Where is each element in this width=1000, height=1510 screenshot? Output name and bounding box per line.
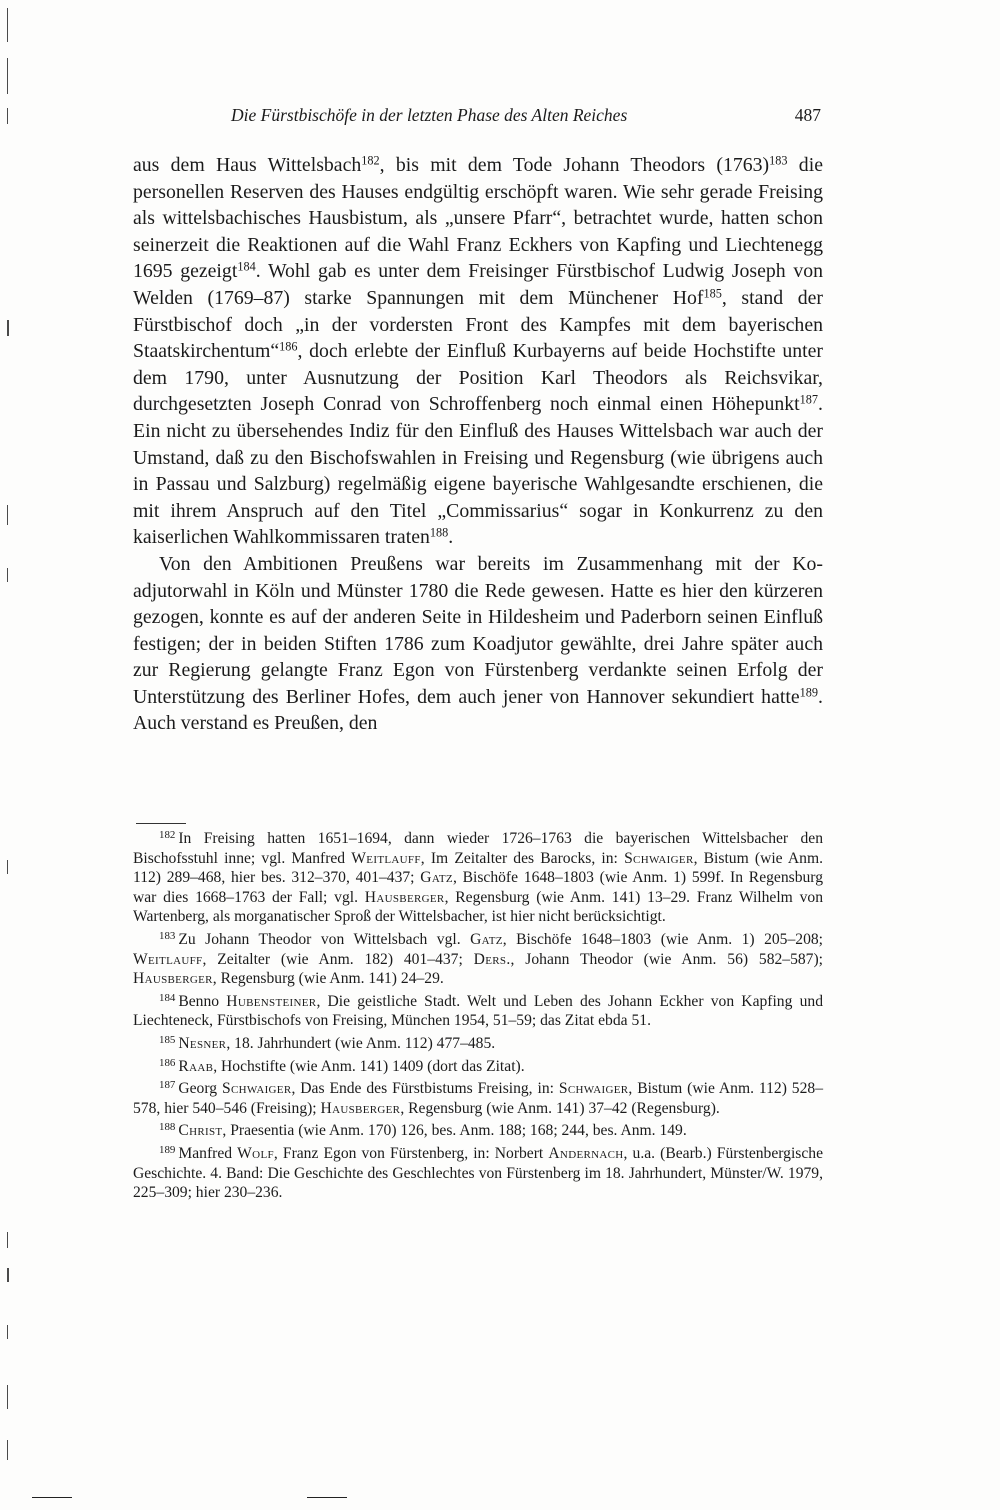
footnote-text: , 18. Jahrhundert (wie Anm. 112) 477–485. [226,1034,496,1052]
footnote-text: In Freising hatten 1651–1694, dann wieder 1726–1763 die bayerischen Wittelsbacher den Bischofsstuhl inne; vgl. Manfred [133,830,823,867]
footnote-ref[interactable]: 185 [703,286,722,301]
footnote-185 [133,1034,823,1054]
text-run: die personellen Reserven des Hauses endgültig erschöpft waren. Wie sehr gerade Freising als wittelsbachisches Hausbistum, als „unsere Pfarr“, betrachtet wurde, hatten schon seinerzeit die Reaktionen auf die Wahl Franz Eckhers von Kapfing und Liechtenegg 1695 gezeigt [133,154,823,283]
footnote-ref[interactable]: 183 [769,153,788,168]
scan-mark [7,860,8,874]
footnote-188 [133,1121,823,1141]
footnote-text: , Bistum (wie Anm. 112) 528–578, hier 540–546 (Freising); [133,1080,823,1117]
footnote-text: , Bischöfe 1648–1803 (wie Anm. 1) 205–208; [502,930,823,948]
footnote-text: , u.a. (Bearb.) Fürstenbergische Geschichte. 4. Band: Die Geschichte des Geschlechtes von Fürstenberg im 18. Jahrhundert, Münster/W. 1979, 225–309; hier 230–236. [133,1144,824,1202]
author-name: Raab [178,1057,214,1075]
text-run: aus dem Haus Wittelsbach [133,154,362,176]
footnote-text: , Praesentia (wie Anm. 170) 126, bes. Anm. 188; 168; 244, bes. Anm. 149. [222,1122,687,1140]
scan-mark [7,1325,8,1339]
footnote-text: , Die geistliche Stadt. Welt und Leben des Johann Eckher von Kapfing und Liechteneck, Fürstbischofs von Freising, München 1954, 51–59; das Zitat ebda 51. [133,992,823,1030]
footnote-text: , Bischöfe 1648–1803 (wie Anm. 1) 599f. In Regensburg war dies 1668–1763 der Fall; vgl. [133,869,824,906]
footnote-number: 182 [159,829,176,842]
author-name: Wolf [237,1144,274,1162]
scan-mark [7,1440,8,1460]
text-run: . Auch verstand es Preußen, den [133,685,823,735]
paragraph [133,152,823,551]
scan-mark [7,1232,8,1248]
scan-mark [7,1268,9,1282]
footnote-184 [133,992,823,1031]
text-run: . [448,526,454,549]
footnote-number: 187 [159,1079,176,1092]
footnote-ref[interactable]: 182 [361,153,380,168]
scan-mark [7,320,9,336]
footnote-text: Georg [178,1080,222,1098]
author-name: Nesner [178,1034,227,1052]
footnote-text: Zu Johann Theodor von Wittelsbach vgl. [178,930,471,948]
footnote-text: , Franz Egon von Fürstenberg, in: Norbert [273,1144,549,1162]
scan-mark [7,58,8,94]
footnote-189 [133,1144,823,1203]
footnote-ref[interactable]: 186 [279,339,298,354]
footnote-182 [133,829,823,927]
author-name: Schwaiger [221,1080,292,1098]
author-name: Gatz [470,930,503,948]
footnote-text: , Johann Theodor (wie Anm. 56) 582–587); [510,950,823,968]
footnote-text: Manfred [178,1144,238,1162]
text-run: , doch erlebte der Einfluß Kurbayerns auf beide Hochstifte unter dem 1790, unter Ausnutzung der Position Karl Theodors als Reichsvikar, durchgesetzten Joseph Conrad von Schroffenberg noch einmal einen Höhepunkt [133,340,823,416]
page-number: 487 [794,105,821,125]
main-text [133,152,823,737]
text-run: , bis mit dem Tode Johann Theodors (1763) [379,154,770,176]
footnote-text: , Regensburg (wie Anm. 141) 13–29. Franz Wilhelm von Wartenberg, als morganatischer Sproß der Wittelsbacher, ist hier nicht berücksichtigt. [133,888,823,926]
footnote-text: , Hochstifte (wie Anm. 141) 1409 (dort das Zitat). [213,1057,525,1075]
author-name: Gatz [420,869,453,887]
author-name: Hausberger [133,970,213,988]
running-title: Die Fürstbischöfe in der letzten Phase des Alten Reiches [231,105,628,125]
scan-edge-line [307,1497,347,1498]
scan-mark [7,8,8,42]
footnote-number: 186 [159,1056,176,1069]
footnote-text: , Regensburg (wie Anm. 141) 24–29. [212,970,444,988]
footnote-text: , Bistum (wie Anm. 112) 289–468, hier bes. 312–370, 401–437; [133,849,823,887]
text-run: . Ein nicht zu übersehendes Indiz für den Einfluß des Hauses Wittelsbach war auch der Umstand, daß zu den Bischofswahlen in Freising und Regensburg (wie übrigens auch in Passau und Salzburg) regelmäßig eigene bayerische Wahlgesandte erschienen, die mit ihrem Anspruch auf den Titel „Commissarius“ sogar in Konkurrenz zu den kaiserlichen Wahlkommissaren traten [133,393,823,549]
footnote-text: Benno [178,992,227,1010]
paragraph [133,551,823,737]
scan-mark [7,108,8,124]
text-run: , stand der Fürstbischof doch „in der vordersten Front des Kampfes mit dem bayerischen Staatskirchentum“ [133,286,823,363]
footnotes [133,829,823,1206]
text-run: . Wohl gab es unter dem Freisinger Fürstbischof Ludwig Joseph von Welden (1769–87) starke Spannungen mit dem Münchener Hof [133,260,823,309]
footnote-ref[interactable]: 187 [799,392,819,407]
footnote-number: 183 [159,930,176,943]
footnote-number: 184 [159,991,176,1004]
author-name: Hausberger [364,888,445,906]
author-name: Weitlauff [133,950,203,968]
footnote-text: , Zeitalter (wie Anm. 182) 401–437; [202,950,474,968]
author-name: Schwaiger [558,1080,629,1098]
scan-mark [7,1385,8,1409]
footnote-187 [133,1079,823,1118]
footnote-text: , Regensburg (wie Anm. 141) 37–42 (Regensburg). [400,1099,720,1117]
footnote-183 [133,930,823,989]
footnote-number: 189 [159,1144,176,1156]
footnote-rule [136,823,186,824]
author-name: Hausberger [320,1099,401,1117]
text-run: Von den Ambitionen Preußens war bereits im Zusammenhang mit der Koadjutorwahl in Köln und Münster 1780 die Rede gewesen. Hatte es hier den kürzeren gezogen, konnte es auf der anderen Seite in Hildesheim und Paderborn seinen Einfluß festigen; der in beiden Stiften 1786 zum Koadjutor gewählte, drei Jahre später auch zur Regierung gelangte Franz Egon von Fürstenberg verdankte seinen Erfolg der Unterstützung des Berliner Hofes, dem auch jener von Hannover sekundiert hatte [133,552,823,708]
footnote-number: 185 [159,1034,176,1047]
author-name: Ders. [473,950,511,968]
author-name: Hubensteiner [226,992,317,1010]
scan-mark [7,568,8,582]
author-name: Weitlauff [351,849,421,867]
author-name: Schwaiger [624,849,694,867]
running-header [143,100,823,130]
footnote-ref[interactable]: 188 [429,525,449,540]
author-name: Andernach [548,1144,624,1162]
scan-mark [7,505,8,525]
scan-edge-line [32,1497,72,1498]
footnote-text: , Das Ende des Fürstbistums Freising, in: [291,1080,559,1098]
footnote-number: 188 [159,1121,176,1134]
author-name: Christ [178,1122,223,1140]
footnote-text: , Im Zeitalter des Barocks, in: [420,849,625,867]
footnote-ref[interactable]: 184 [237,260,256,274]
footnote-ref[interactable]: 189 [799,685,819,700]
footnote-186 [133,1057,823,1077]
